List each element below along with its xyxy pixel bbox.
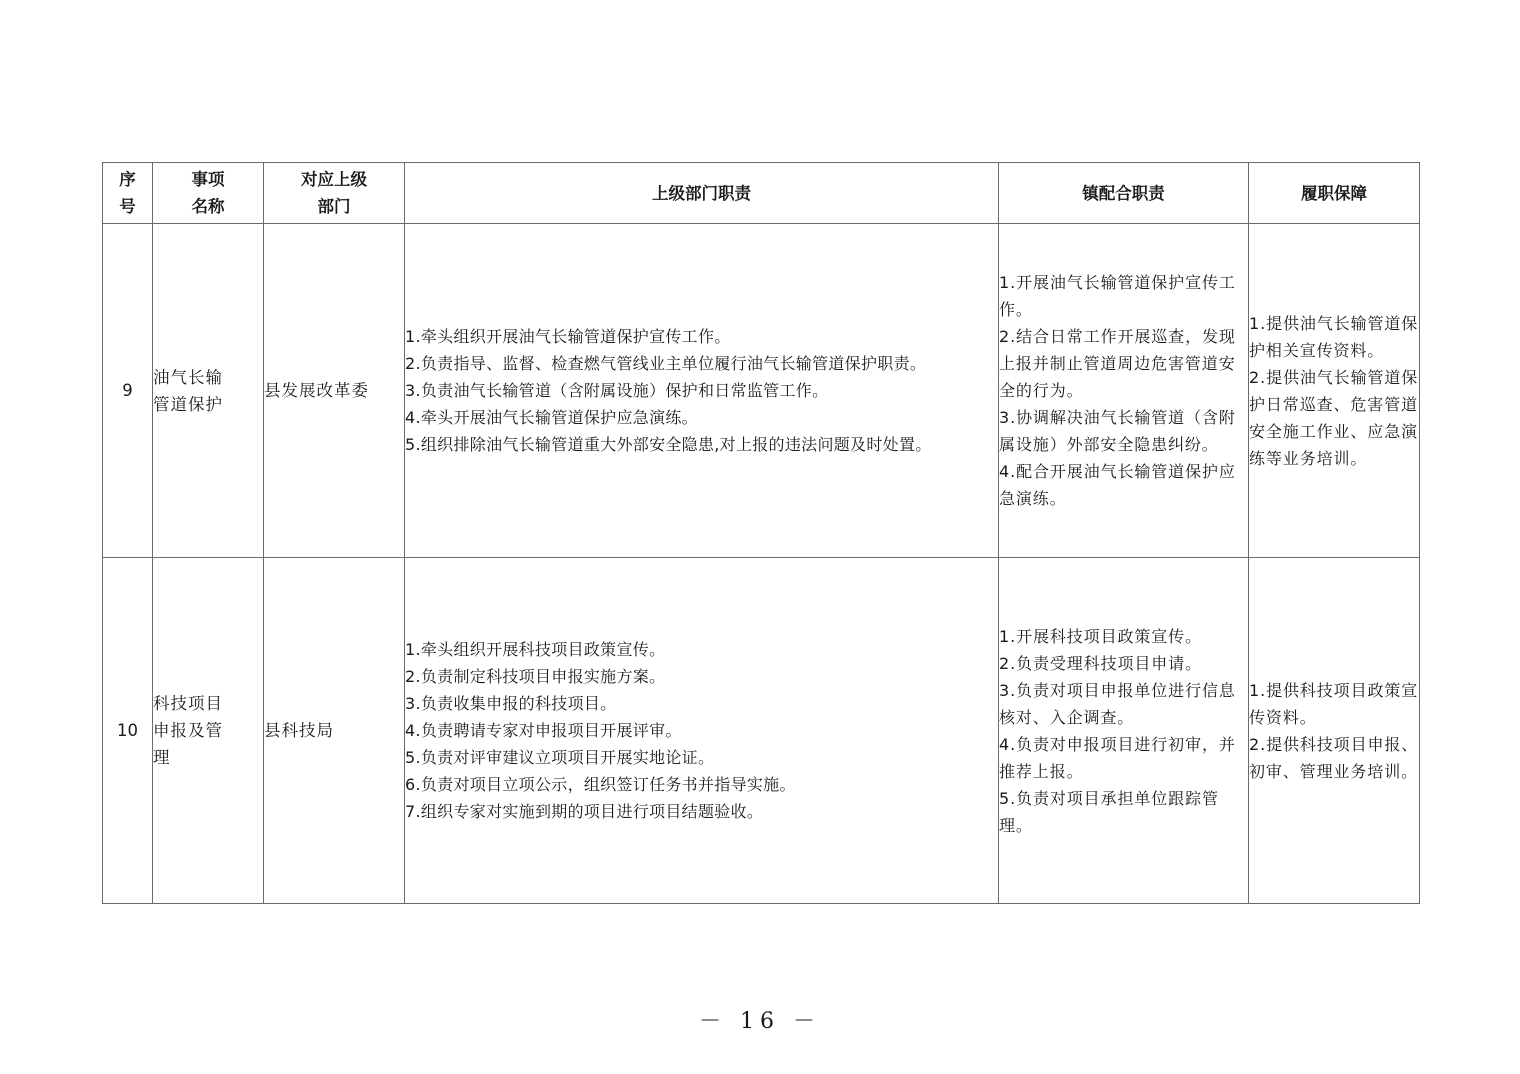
row-town-duty	[999, 558, 1249, 904]
duty-item: 4.负责聘请专家对申报项目开展评审。	[405, 721, 682, 740]
header-upper-duty: 上级部门职责	[405, 163, 999, 224]
guarantee-item: 1.提供油气长输管道保护相关宣传资料。	[1249, 313, 1419, 360]
row-guarantee	[1249, 224, 1420, 558]
row-seq: 10	[103, 558, 153, 904]
row-item-name: 油气长输 管道保护	[153, 224, 264, 558]
guarantee-item: 1.提供科技项目政策宣传资料。	[1249, 680, 1419, 727]
duty-item: 4.牵头开展油气长输管道保护应急演练。	[405, 408, 698, 427]
header-seq: 序 号	[103, 163, 153, 224]
duty-item: 1.牵头组织开展科技项目政策宣传。	[405, 640, 666, 659]
duty-item: 1.开展油气长输管道保护宣传工作。	[999, 273, 1236, 319]
header-town-duty: 镇配合职责	[999, 163, 1249, 224]
duty-item: 4.负责对申报项目进行初审，并推荐上报。	[999, 734, 1236, 781]
duty-item: 3.负责收集申报的科技项目。	[405, 694, 617, 713]
row-seq: 9	[103, 224, 153, 558]
row-guarantee	[1249, 558, 1420, 904]
duty-item: 3.负责油气长输管道（含附属设施）保护和日常监管工作。	[405, 381, 829, 400]
duty-item: 1.牵头组织开展油气长输管道保护宣传工作。	[405, 327, 731, 346]
header-item-name: 事项 名称	[153, 163, 264, 224]
duty-item: 6.负责对项目立项公示，组织签订任务书并指导实施。	[405, 775, 796, 794]
row-town-duty	[999, 224, 1249, 558]
table-row	[103, 558, 1420, 904]
duty-item: 3.负责对项目申报单位进行信息核对、入企调查。	[999, 680, 1236, 727]
row-upper-duty	[405, 224, 999, 558]
duty-item: 2.负责受理科技项目申请。	[999, 653, 1202, 673]
row-item-name: 科技项目 申报及管 理	[153, 558, 264, 904]
duty-table	[102, 162, 1420, 904]
guarantee-item: 2.提供科技项目申报、初审、管理业务培训。	[1249, 734, 1419, 781]
duty-item: 2.负责指导、监督、检查燃气管线业主单位履行油气长输管道保护职责。	[405, 354, 927, 373]
duty-item: 2.结合日常工作开展巡查，发现上报并制止管道周边危害管道安全的行为。	[999, 327, 1236, 400]
row-upper-dept: 县发展改革委	[264, 224, 405, 558]
row-upper-duty	[405, 558, 999, 904]
row-upper-dept: 县科技局	[264, 558, 405, 904]
page-number: － 16 －	[699, 1009, 821, 1034]
guarantee-item: 2.提供油气长输管道保护日常巡查、危害管道安全施工作业、应急演练等业务培训。	[1249, 367, 1419, 468]
header-upper-dept: 对应上级 部门	[264, 163, 405, 224]
duty-item: 5.负责对项目承担单位跟踪管理。	[999, 788, 1219, 835]
duty-item: 3.协调解决油气长输管道（含附属设施）外部安全隐患纠纷。	[999, 408, 1236, 454]
duty-item: 7.组织专家对实施到期的项目进行项目结题验收。	[405, 802, 764, 821]
duty-item: 1.开展科技项目政策宣传。	[999, 626, 1202, 646]
header-guarantee: 履职保障	[1249, 163, 1420, 224]
duty-item: 4.配合开展油气长输管道保护应急演练。	[999, 462, 1236, 508]
duty-item: 5.组织排除油气长输管道重大外部安全隐患,对上报的违法问题及时处置。	[405, 435, 932, 454]
table-row	[103, 224, 1420, 558]
duty-item: 5.负责对评审建议立项项目开展实地论证。	[405, 748, 715, 767]
table-header-row	[103, 163, 1420, 224]
duty-item: 2.负责制定科技项目申报实施方案。	[405, 667, 666, 686]
